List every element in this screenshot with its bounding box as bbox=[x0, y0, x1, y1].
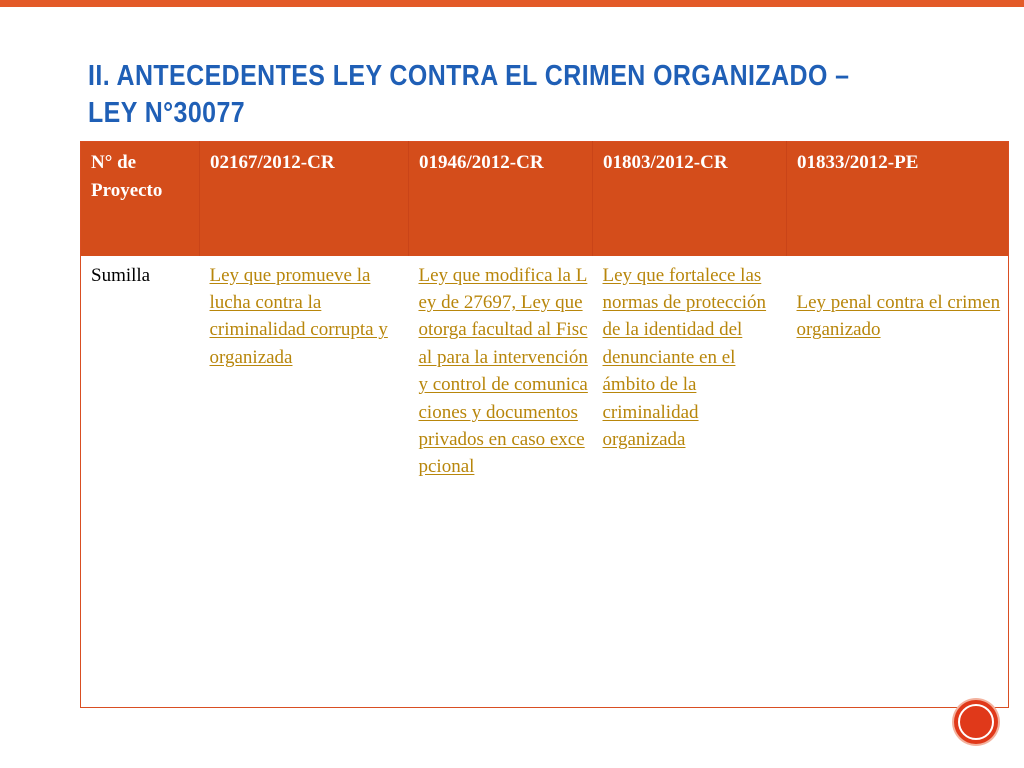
link-01946-sumilla[interactable]: Ley que modifica la Ley de 27697, Ley que otorga facultad al Fiscal para la intervención y control de comunicaciones y documentos privados en caso excepcional bbox=[418, 264, 588, 478]
slide-title-line2: LEY N°30077 bbox=[88, 97, 246, 129]
header-cell-01803: 01803/2012-CR bbox=[593, 142, 787, 256]
nav-ring bbox=[958, 704, 994, 740]
circle-nav-icon[interactable] bbox=[954, 700, 998, 744]
table-header-row bbox=[81, 142, 1009, 256]
row-label-sumilla: Sumilla bbox=[81, 256, 200, 708]
header-cell-project-number: N° de Proyecto bbox=[81, 142, 200, 256]
slide-title bbox=[88, 58, 862, 132]
link-01833-sumilla[interactable]: Ley penal contra el crimen organizado bbox=[796, 291, 1001, 340]
top-accent-bar bbox=[0, 0, 1024, 7]
link-02167-sumilla[interactable]: Ley que promueve la lucha contra la criminalidad corrupta y organizada bbox=[209, 264, 388, 368]
table-row-sumilla bbox=[81, 256, 1009, 708]
header-cell-02167: 02167/2012-CR bbox=[200, 142, 409, 256]
header-cell-01833: 01833/2012-PE bbox=[787, 142, 1009, 256]
link-01803-sumilla[interactable]: Ley que fortalece las normas de protección de la identidad del denunciante en el ámbito de la criminalidad organizada bbox=[602, 264, 767, 450]
cell-01803 bbox=[593, 256, 787, 708]
cell-02167 bbox=[200, 256, 409, 708]
slide-title-line1: II. ANTECEDENTES LEY CONTRA EL CRIMEN ORGANIZADO – bbox=[88, 60, 850, 92]
cell-01833 bbox=[787, 256, 1009, 708]
header-cell-01946: 01946/2012-CR bbox=[409, 142, 593, 256]
projects-table bbox=[80, 141, 1009, 708]
cell-01946 bbox=[409, 256, 593, 708]
